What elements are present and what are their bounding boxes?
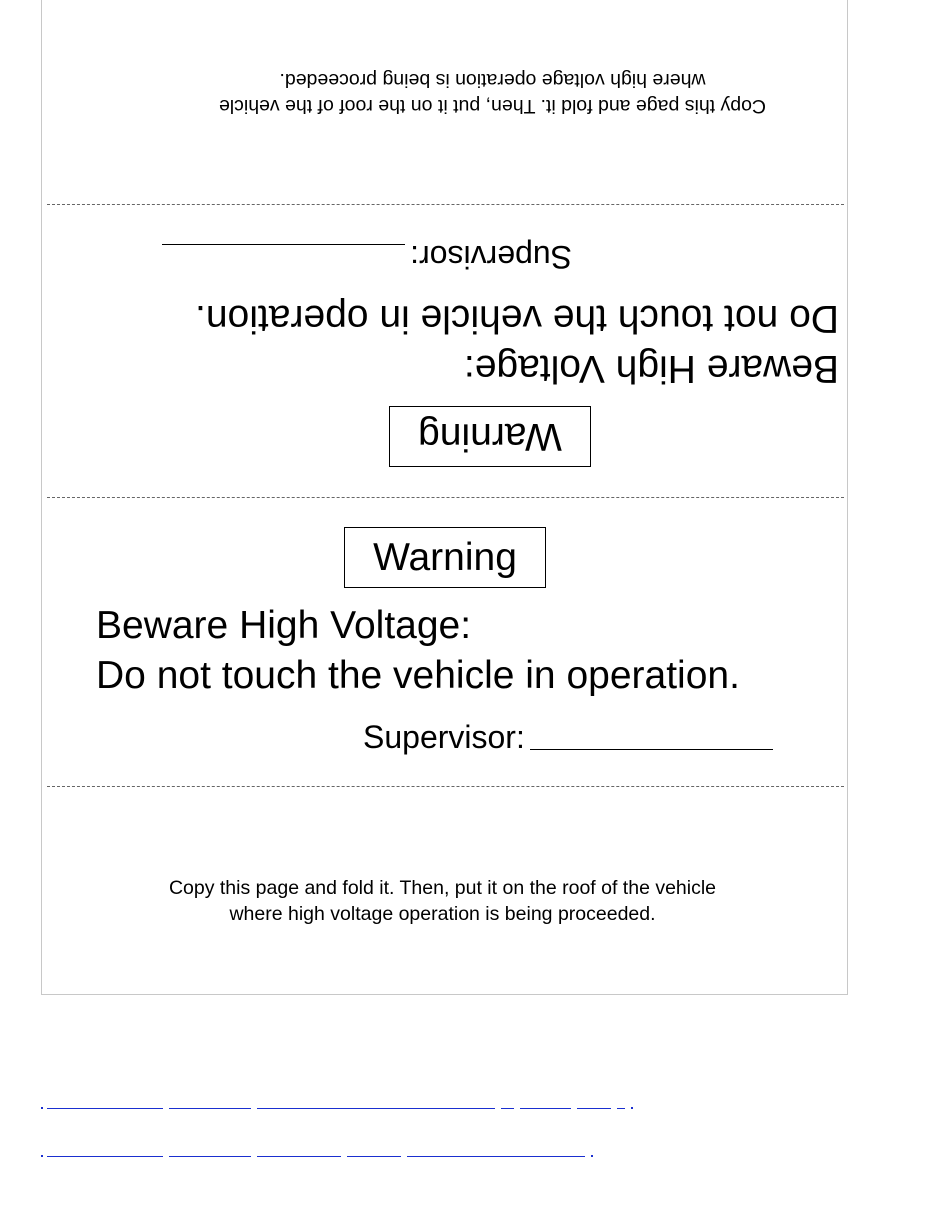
beware-message — [195, 293, 839, 393]
supervisor-signature-line — [530, 749, 773, 750]
nav-separator — [41, 1107, 43, 1109]
beware-line-2: Do not touch the vehicle in operation. — [195, 297, 839, 340]
instructions-line-1: Copy this page and fold it. Then, put it on the roof of the vehicle — [218, 95, 767, 117]
nav-link[interactable] — [47, 1108, 163, 1109]
nav-link[interactable] — [257, 1108, 495, 1109]
nav-link[interactable] — [47, 1156, 163, 1157]
instructions-line-2: where high voltage operation is being proceeded. — [279, 69, 706, 91]
sign-panel-upside-down — [0, 0, 935, 497]
nav-link[interactable] — [257, 1156, 341, 1157]
nav-link[interactable] — [347, 1156, 401, 1157]
supervisor-label: Supervisor: — [363, 719, 525, 755]
instructions-line-2: where high voltage operation is being proceeded. — [229, 903, 656, 925]
warning-box — [389, 406, 591, 467]
fold-instructions — [80, 875, 805, 927]
nav-separator — [591, 1155, 593, 1157]
nav-link[interactable] — [520, 1108, 571, 1109]
nav-link[interactable] — [577, 1108, 611, 1109]
beware-line-1: Beware High Voltage: — [463, 347, 839, 390]
fold-instructions — [130, 67, 855, 119]
nav-link[interactable] — [169, 1108, 251, 1109]
nav-links-row — [41, 1144, 597, 1158]
beware-line-2: Do not touch the vehicle in operation. — [96, 654, 740, 697]
supervisor-label: Supervisor: — [410, 239, 572, 275]
beware-line-1: Beware High Voltage: — [96, 604, 472, 647]
supervisor-signature-line — [162, 244, 405, 245]
nav-links-row — [41, 1096, 637, 1110]
sign-panel — [0, 497, 935, 995]
nav-link[interactable] — [407, 1156, 585, 1157]
nav-separator — [41, 1155, 43, 1157]
supervisor-field — [363, 719, 773, 756]
nav-link[interactable] — [501, 1108, 514, 1109]
warning-box — [344, 527, 546, 588]
warning-label: Warning — [373, 535, 517, 579]
nav-separator — [631, 1107, 633, 1109]
warning-label: Warning — [418, 415, 562, 459]
beware-message — [96, 601, 740, 701]
nav-link[interactable] — [169, 1156, 251, 1157]
instructions-line-1: Copy this page and fold it. Then, put it on the roof of the vehicle — [168, 877, 717, 899]
nav-link[interactable] — [617, 1108, 625, 1109]
supervisor-field — [162, 238, 572, 275]
